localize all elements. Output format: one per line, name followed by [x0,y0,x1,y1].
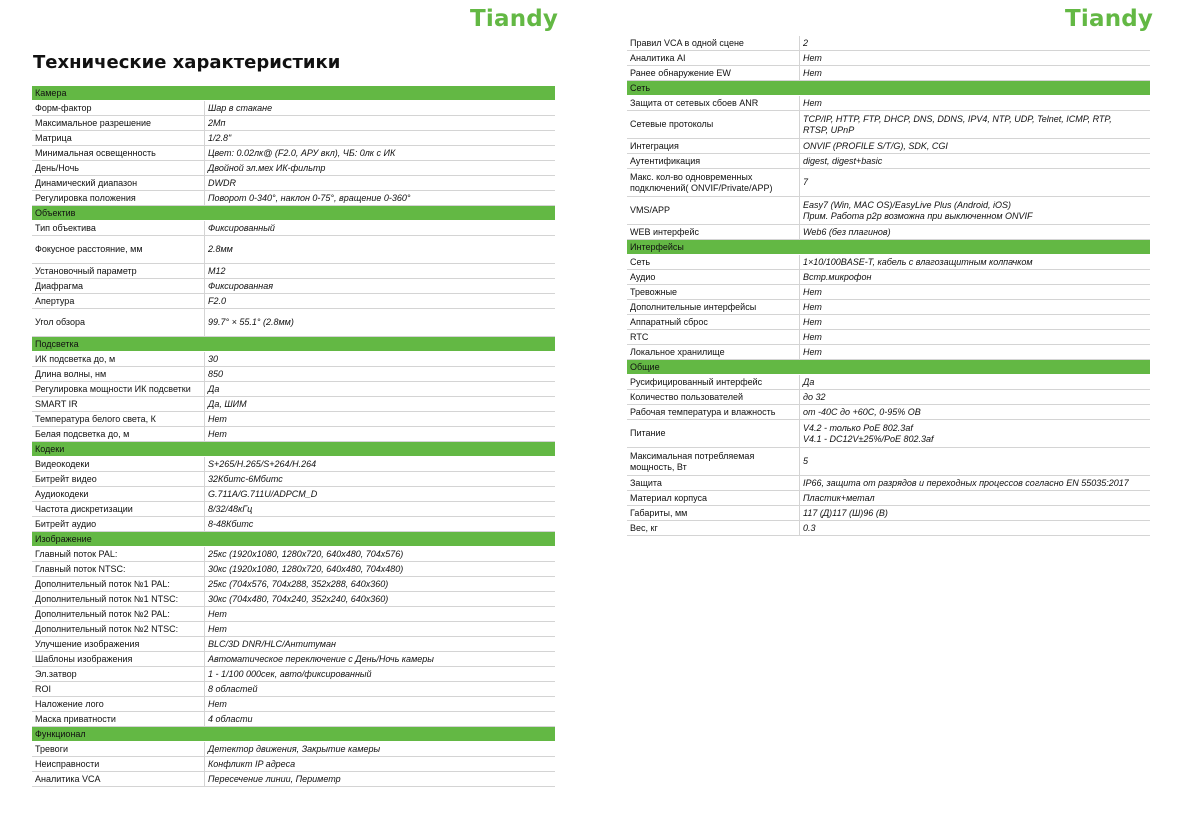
spec-label: Макс. кол-во одновременных подключений( ONVIF/Private/APP) [627,169,799,196]
section-bar [204,532,555,546]
spec-label: Динамический диапазон [32,176,204,190]
spec-value: Двойной эл.мех ИК-фильтр [204,161,555,175]
spec-value: 5 [799,448,1150,475]
spec-value: 30кс (704x480, 704x240, 352x240, 640x360) [204,592,555,606]
spec-value: 1 - 1/100 000сек, авто/фиксированный [204,667,555,681]
spec-label: Ранее обнаружение EW [627,66,799,80]
brand-logo-left: Tiandy [470,6,559,32]
spec-label: Материал корпуса [627,491,799,505]
spec-label: Питание [627,420,799,447]
spec-value: V4.2 - только PoE 802.3af V4.1 - DC12V±25%/PoE 802.3af [799,420,1150,447]
spec-value: IP66, защита от разрядов и переходных процессов согласно EN 55035:2017 [799,476,1150,490]
spec-row [32,757,555,772]
spec-label: SMART IR [32,397,204,411]
spec-value: Нет [799,51,1150,65]
spec-label: Максимальное разрешение [32,116,204,130]
spec-label: Дополнительные интерфейсы [627,300,799,314]
spec-value: Автоматическое переключение с День/Ночь камеры [204,652,555,666]
spec-label: Вес, кг [627,521,799,535]
spec-value: Нет [204,427,555,441]
spec-row [627,491,1150,506]
spec-label: Локальное хранилище [627,345,799,359]
spec-value: Да, ШИМ [204,397,555,411]
spec-row [627,169,1150,197]
spec-label: Битрейт аудио [32,517,204,531]
spec-value: 1×10/100BASE-T, кабель с влагозащитным колпачком [799,255,1150,269]
spec-label: Русифицированный интерфейс [627,375,799,389]
spec-row [32,294,555,309]
section-bar [204,86,555,100]
spec-row [32,131,555,146]
spec-value: Нет [799,345,1150,359]
spec-value: 117 (Д)117 (Ш)96 (В) [799,506,1150,520]
spec-value: 850 [204,367,555,381]
spec-row [32,101,555,116]
spec-row [32,264,555,279]
spec-value: 4 области [204,712,555,726]
spec-value: Встр.микрофон [799,270,1150,284]
spec-label: Аудиокодеки [32,487,204,501]
section-title: Кодеки [35,443,65,454]
spec-row [32,236,555,264]
spec-value: TCP/IP, HTTP, FTP, DHCP, DNS, DDNS, IPV4, NTP, UDP, Telnet, ICMP, RTP, RTSP, UPnP [799,111,1150,138]
section-title: Сеть [630,82,651,93]
section-title: Подсветка [35,338,79,349]
spec-label: Маска приватности [32,712,204,726]
section-bar [799,360,1150,374]
spec-row [627,36,1150,51]
spec-label: Тревожные [627,285,799,299]
spec-row [32,502,555,517]
spec-label: Диафрагма [32,279,204,293]
spec-value: F2.0 [204,294,555,308]
spec-value: 7 [799,169,1150,196]
spec-row [32,146,555,161]
spec-value: Нет [799,315,1150,329]
spec-row [627,506,1150,521]
spec-label: Регулировка положения [32,191,204,205]
spec-value: Пересечение линии, Периметр [204,772,555,786]
spec-label: Дополнительный поток №2 NTSC: [32,622,204,636]
spec-row [32,161,555,176]
spec-label: Защита [627,476,799,490]
spec-row [627,315,1150,330]
spec-row [32,397,555,412]
spec-label: ROI [32,682,204,696]
spec-label: ИК подсветка до, м [32,352,204,366]
spec-value: Нет [799,330,1150,344]
spec-row [32,221,555,236]
spec-label: Установочный параметр [32,264,204,278]
spec-label: Аппаратный сброс [627,315,799,329]
spec-value: 32Кбитс-6Мбитс [204,472,555,486]
spec-label: Наложение лого [32,697,204,711]
section-header [32,337,555,352]
spec-row [627,390,1150,405]
spec-row [627,405,1150,420]
spec-label: Шаблоны изображения [32,652,204,666]
spec-row [32,191,555,206]
spec-value: 0.3 [799,521,1150,535]
spec-row [32,562,555,577]
spec-label: Битрейт видео [32,472,204,486]
spec-label: Дополнительный поток №1 NTSC: [32,592,204,606]
spec-value: 2 [799,36,1150,50]
spec-label: VMS/APP [627,197,799,224]
spec-value: 8 областей [204,682,555,696]
spec-value: Нет [204,607,555,621]
spec-value: Нет [204,697,555,711]
spec-label: Защита от сетевых сбоев ANR [627,96,799,110]
spec-label: Дополнительный поток №1 PAL: [32,577,204,591]
spec-value: M12 [204,264,555,278]
spec-label: Аудио [627,270,799,284]
spec-table-right [627,36,1150,536]
spec-label: Тип объектива [32,221,204,235]
spec-label: Апертура [32,294,204,308]
spec-row [627,420,1150,448]
spec-row [627,300,1150,315]
spec-label: Минимальная освещенность [32,146,204,160]
spec-value: Цвет: 0.02лк@ (F2.0, АРУ вкл), ЧБ: 0лк с ИК [204,146,555,160]
spec-value: 8/32/48кГц [204,502,555,516]
spec-label: Аналитика AI [627,51,799,65]
spec-label: Максимальная потребляемая мощность, Вт [627,448,799,475]
spec-value: S+265/H.265/S+264/H.264 [204,457,555,471]
spec-row [32,577,555,592]
section-header [627,81,1150,96]
spec-row [32,622,555,637]
spec-row [32,517,555,532]
spec-value: Нет [799,285,1150,299]
page-title: Технические характеристики [33,52,341,73]
section-title: Интерфейсы [630,241,684,252]
spec-value: 25кс (704x576, 704x288, 352x288, 640x360) [204,577,555,591]
section-bar [799,81,1150,95]
spec-label: Аналитика VCA [32,772,204,786]
spec-label: Интеграция [627,139,799,153]
section-bar [204,206,555,220]
spec-row [627,330,1150,345]
spec-row [627,66,1150,81]
spec-label: Дополнительный поток №2 PAL: [32,607,204,621]
spec-row [32,412,555,427]
spec-row [627,96,1150,111]
spec-value: DWDR [204,176,555,190]
spec-value: 25кс (1920x1080, 1280x720, 640x480, 704x576) [204,547,555,561]
spec-row [627,197,1150,225]
spec-row [32,607,555,622]
spec-row [32,472,555,487]
spec-label: WEB интерфейс [627,225,799,239]
spec-row [627,270,1150,285]
spec-label: Матрица [32,131,204,145]
spec-row [32,697,555,712]
spec-value: ONVIF (PROFILE S/T/G), SDK, CGI [799,139,1150,153]
spec-value: Нет [799,66,1150,80]
spec-row [627,154,1150,169]
spec-row [627,375,1150,390]
spec-value: Фиксированный [204,221,555,235]
spec-value: Да [799,375,1150,389]
spec-row [627,225,1150,240]
spec-value: Нет [204,622,555,636]
spec-row [627,285,1150,300]
spec-row [32,279,555,294]
spec-value: Да [204,382,555,396]
spec-value: Easy7 (Win, MAC OS)/EasyLive Plus (Android, iOS) Прим. Работа p2p возможна при выключенном ONVIF [799,197,1150,224]
spec-value: 30 [204,352,555,366]
section-header [32,532,555,547]
spec-label: Длина волны, нм [32,367,204,381]
spec-label: Сеть [627,255,799,269]
spec-label: Видеокодеки [32,457,204,471]
section-header [32,442,555,457]
spec-label: Аутентификация [627,154,799,168]
spec-value: 2Мп [204,116,555,130]
spec-label: Частота дискретизации [32,502,204,516]
spec-row [627,345,1150,360]
spec-label: Рабочая температура и влажность [627,405,799,419]
spec-value: BLC/3D DNR/HLC/Антитуман [204,637,555,651]
spec-row [32,742,555,757]
spec-row [32,652,555,667]
section-title: Камера [35,87,67,98]
spec-value: 8-48Кбитс [204,517,555,531]
spec-value: Нет [204,412,555,426]
section-title: Общие [630,361,660,372]
spec-value: Конфликт IP адреса [204,757,555,771]
spec-row [32,116,555,131]
spec-value: Web6 (без плагинов) [799,225,1150,239]
spec-row [32,667,555,682]
spec-value: Детектор движения, Закрытие камеры [204,742,555,756]
spec-value: digest, digest+basic [799,154,1150,168]
spec-label: Сетевые протоколы [627,111,799,138]
section-header [32,727,555,742]
spec-row [32,309,555,337]
spec-row [32,637,555,652]
section-bar [799,240,1150,254]
spec-row [32,592,555,607]
spec-value: Пластик+метал [799,491,1150,505]
spec-row [627,255,1150,270]
section-bar [204,727,555,741]
spec-row [627,448,1150,476]
section-header [627,360,1150,375]
spec-label: День/Ночь [32,161,204,175]
section-title: Функционал [35,728,86,739]
spec-label: Регулировка мощности ИК подсветки [32,382,204,396]
spec-row [32,457,555,472]
spec-value: Поворот 0-340°, наклон 0-75°, вращение 0-360° [204,191,555,205]
spec-value: Фиксированная [204,279,555,293]
brand-logo-right: Tiandy [1065,6,1154,32]
spec-row [32,547,555,562]
spec-label: Фокусное расстояние, мм [32,236,204,263]
spec-label: Тревоги [32,742,204,756]
spec-value: до 32 [799,390,1150,404]
spec-row [32,382,555,397]
spec-label: Неисправности [32,757,204,771]
spec-label: Главный поток PAL: [32,547,204,561]
spec-row [627,521,1150,536]
spec-row [32,176,555,191]
spec-label: RTC [627,330,799,344]
spec-label: Белая подсветка до, м [32,427,204,441]
spec-label: Габариты, мм [627,506,799,520]
spec-row [32,367,555,382]
spec-label: Форм-фактор [32,101,204,115]
spec-label: Эл.затвор [32,667,204,681]
section-header [32,86,555,101]
spec-value: Нет [799,300,1150,314]
section-header [32,206,555,221]
spec-label: Количество пользователей [627,390,799,404]
spec-value: 2.8мм [204,236,555,263]
spec-value: 1/2.8" [204,131,555,145]
spec-value: от -40С до +60С, 0-95% ОВ [799,405,1150,419]
spec-row [32,427,555,442]
spec-label: Угол обзора [32,309,204,336]
spec-row [627,111,1150,139]
section-header [627,240,1150,255]
spec-value: Нет [799,96,1150,110]
spec-label: Правил VCA в одной сцене [627,36,799,50]
spec-row [32,682,555,697]
section-title: Изображение [35,533,92,544]
spec-row [32,487,555,502]
spec-value: 30кс (1920x1080, 1280x720, 640x480, 704x480) [204,562,555,576]
spec-row [627,51,1150,66]
section-title: Объектив [35,207,76,218]
spec-row [32,352,555,367]
spec-row [627,139,1150,154]
spec-label: Температура белого света, К [32,412,204,426]
section-bar [204,442,555,456]
section-bar [204,337,555,351]
spec-row [627,476,1150,491]
spec-row [32,712,555,727]
spec-value: Шар в стакане [204,101,555,115]
spec-label: Главный поток NTSC: [32,562,204,576]
spec-table-left [32,86,555,787]
spec-value: G.711A/G.711U/ADPCM_D [204,487,555,501]
spec-row [32,772,555,787]
spec-value: 99.7° × 55.1° (2.8мм) [204,309,555,336]
spec-label: Улучшение изображения [32,637,204,651]
